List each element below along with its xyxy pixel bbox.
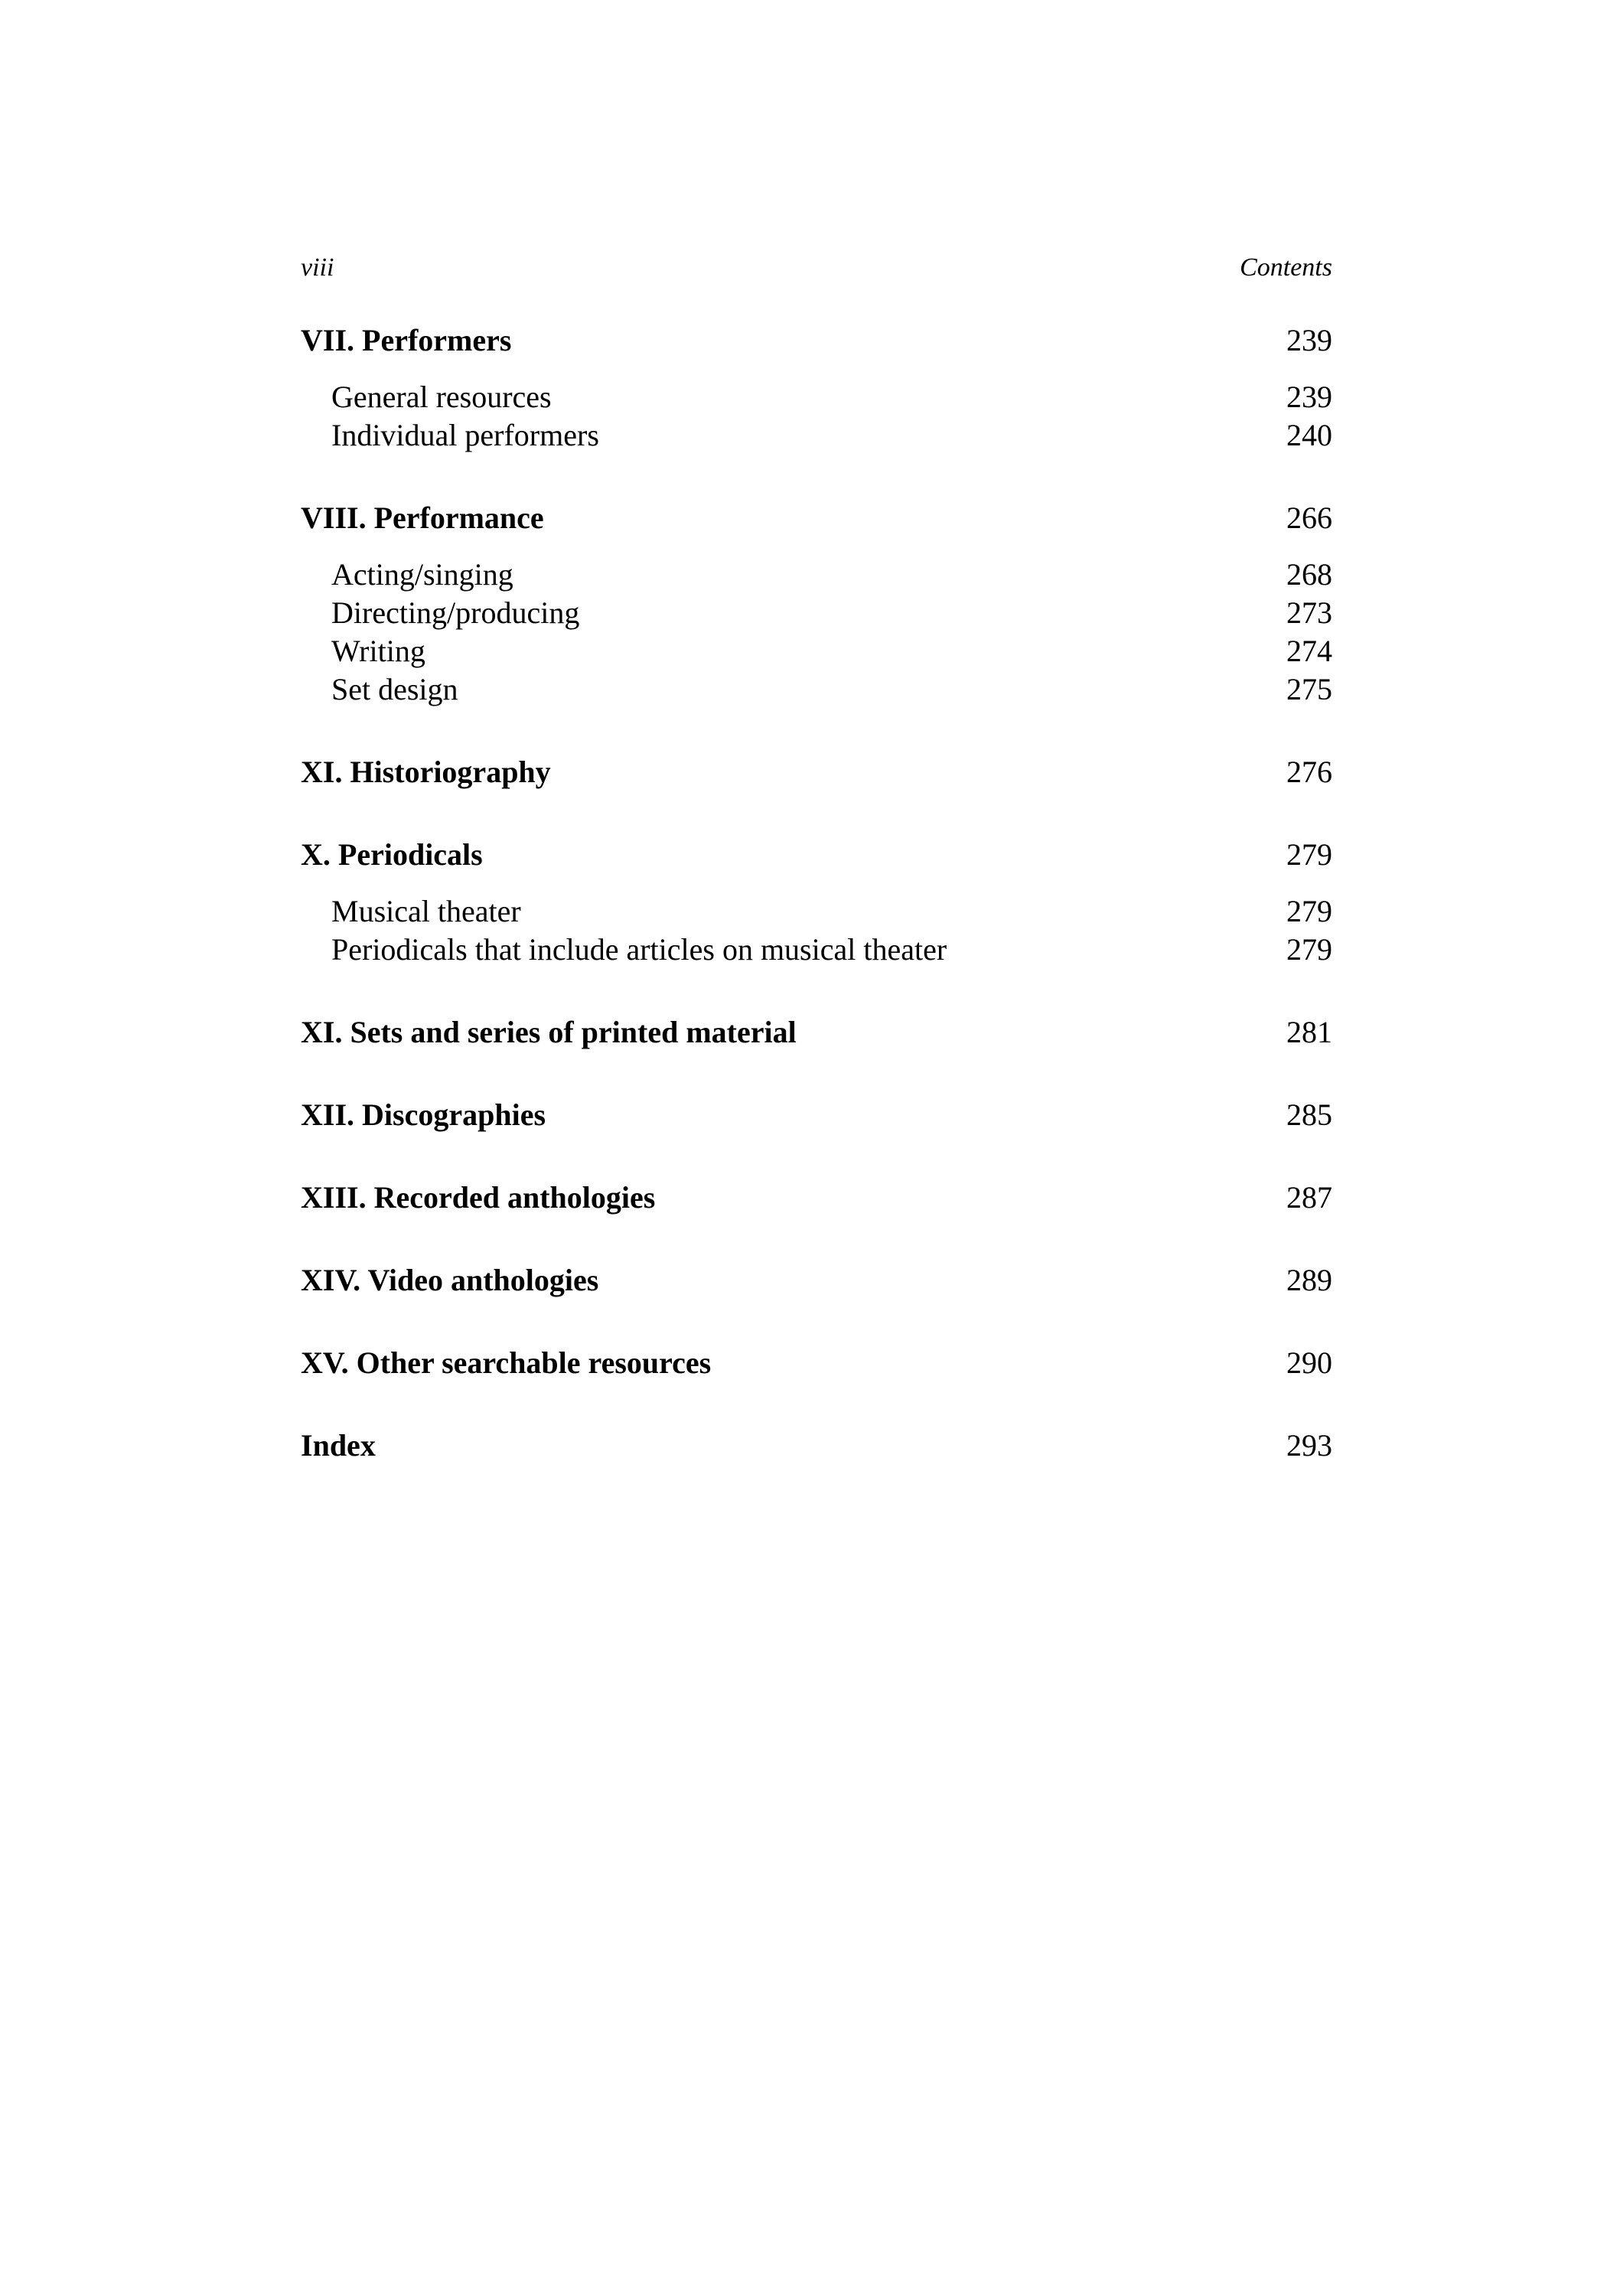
toc-heading-title: XIV. Video anthologies	[301, 1263, 599, 1297]
toc-heading-title: Index	[301, 1428, 376, 1463]
toc-entry-sub	[301, 892, 1332, 931]
toc-sub-title: Directing/producing	[331, 595, 580, 630]
toc-page-number: 276	[1286, 755, 1332, 789]
toc-sub-title: General resources	[331, 380, 552, 414]
toc-page-number: 268	[1286, 557, 1332, 592]
toc-section	[301, 1096, 1332, 1134]
toc-page-number: 290	[1286, 1345, 1332, 1380]
table-of-contents	[301, 321, 1332, 1465]
toc-sub-title: Writing	[331, 634, 425, 668]
toc-section	[301, 499, 1332, 709]
toc-page-number: 240	[1286, 418, 1332, 452]
toc-entry-sub	[301, 416, 1332, 455]
toc-entry-sub	[301, 556, 1332, 594]
toc-section	[301, 321, 1332, 455]
toc-section	[301, 1179, 1332, 1217]
toc-entry-heading	[301, 1096, 1332, 1134]
toc-section	[301, 836, 1332, 969]
toc-entry-sub	[301, 632, 1332, 670]
toc-entry-heading	[301, 1013, 1332, 1052]
toc-page-number: 285	[1286, 1097, 1332, 1132]
toc-section	[301, 1013, 1332, 1052]
toc-entry-heading	[301, 321, 1332, 360]
toc-entry-sub	[301, 670, 1332, 709]
toc-heading-title: X. Periodicals	[301, 837, 483, 872]
toc-entry-heading	[301, 1261, 1332, 1300]
running-head	[301, 253, 1332, 283]
toc-sub-title: Musical theater	[331, 894, 521, 928]
toc-sub-title: Individual performers	[331, 418, 599, 452]
toc-entry-heading	[301, 836, 1332, 874]
toc-heading-title: XII. Discographies	[301, 1097, 546, 1132]
toc-entry-heading	[301, 1344, 1332, 1382]
contents-page	[301, 253, 1332, 1509]
toc-entry-heading	[301, 753, 1332, 791]
toc-page-number: 266	[1286, 501, 1332, 535]
toc-page-number: 287	[1286, 1180, 1332, 1215]
toc-page-number: 239	[1286, 323, 1332, 357]
toc-page-number: 281	[1286, 1015, 1332, 1049]
toc-heading-title: XV. Other searchable resources	[301, 1345, 712, 1380]
toc-page-number: 274	[1286, 634, 1332, 668]
toc-heading-title: XI. Sets and series of printed material	[301, 1015, 797, 1049]
toc-section	[301, 1261, 1332, 1300]
toc-page-number: 275	[1286, 672, 1332, 706]
toc-heading-title: VII. Performers	[301, 323, 512, 357]
toc-page-number: 279	[1286, 837, 1332, 872]
toc-heading-title: VIII. Performance	[301, 501, 544, 535]
toc-sub-title: Set design	[331, 672, 458, 706]
toc-entry-heading	[301, 1427, 1332, 1465]
toc-page-number: 239	[1286, 380, 1332, 414]
toc-page-number: 279	[1286, 932, 1332, 967]
toc-entry-heading	[301, 1179, 1332, 1217]
toc-entry-sub	[301, 594, 1332, 632]
toc-entry-sub	[301, 378, 1332, 416]
folio: viii	[301, 253, 334, 282]
toc-heading-title: XIII. Recorded anthologies	[301, 1180, 656, 1215]
toc-section	[301, 1344, 1332, 1382]
toc-entry-heading	[301, 499, 1332, 537]
toc-page-number: 289	[1286, 1263, 1332, 1297]
toc-section	[301, 753, 1332, 791]
toc-section	[301, 1427, 1332, 1465]
toc-page-number: 279	[1286, 894, 1332, 928]
toc-sub-title: Acting/singing	[331, 557, 513, 592]
toc-heading-title: XI. Historiography	[301, 755, 551, 789]
toc-page-number: 273	[1286, 595, 1332, 630]
toc-entry-sub	[301, 931, 1332, 969]
running-title: Contents	[1240, 253, 1332, 282]
toc-page-number: 293	[1286, 1428, 1332, 1463]
toc-sub-title: Periodicals that include articles on musical theater	[331, 932, 947, 967]
